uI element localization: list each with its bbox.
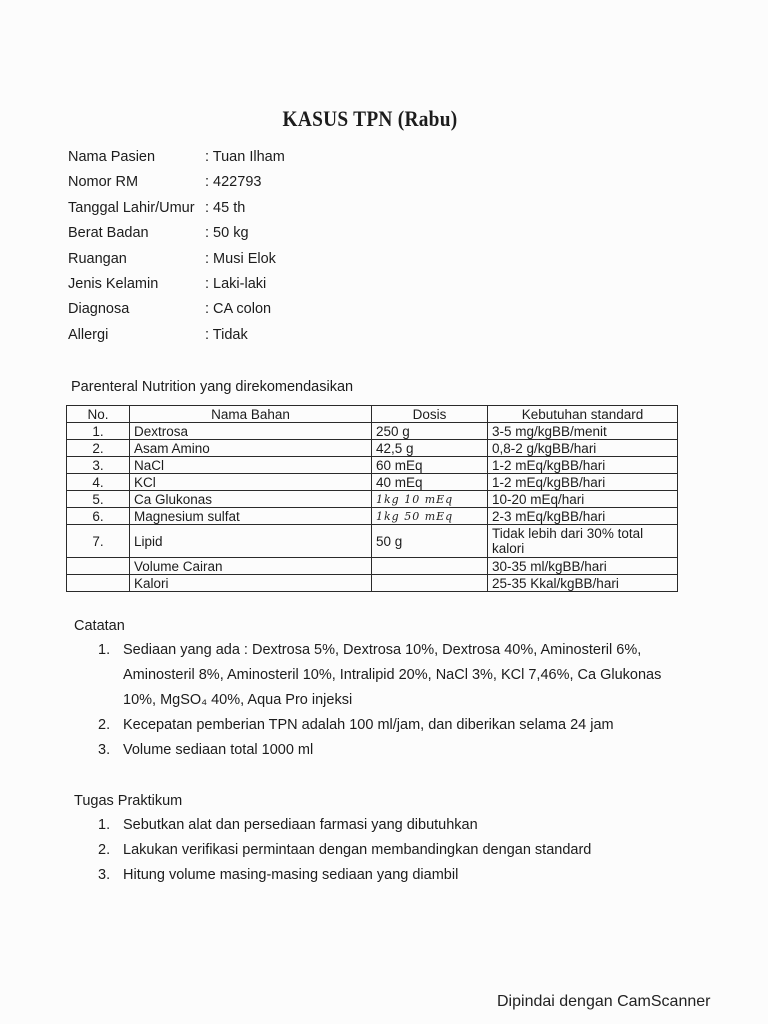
- table-row: [67, 491, 678, 508]
- table-row: [67, 575, 678, 592]
- patient-value: : Tidak: [205, 326, 248, 343]
- cell-nama: KCl: [130, 474, 372, 491]
- list-item: [98, 713, 678, 738]
- list-text: Volume sediaan total 1000 ml: [123, 742, 314, 758]
- cell-dosis: [372, 575, 488, 592]
- list-item: [98, 813, 678, 838]
- list-text: Hitung volume masing-masing sediaan yang diambil: [123, 867, 459, 883]
- table-row: [67, 558, 678, 575]
- cell-kebutuhan: 3-5 mg/kgBB/menit: [488, 423, 678, 440]
- patient-label: Diagnosa: [68, 301, 130, 318]
- tpn-table: [66, 405, 678, 592]
- cell-dosis: 250 g: [372, 423, 488, 440]
- list-text: Lakukan verifikasi permintaan dengan membandingkan dengan standard: [123, 842, 592, 858]
- cell-dosis: 42,5 g: [372, 440, 488, 457]
- cell-no: 6.: [67, 508, 130, 525]
- tugas-heading: Tugas Praktikum: [74, 793, 183, 809]
- patient-value: : 50 kg: [205, 225, 249, 242]
- list-item: [98, 863, 678, 888]
- list-number: 2.: [98, 842, 111, 858]
- cell-nama: Dextrosa: [130, 423, 372, 440]
- table-row: [67, 508, 678, 525]
- list-text: Sebutkan alat dan persediaan farmasi yang dibutuhkan: [123, 817, 478, 833]
- table-caption: Parenteral Nutrition yang direkomendasikan: [71, 379, 354, 395]
- cell-no: 1.: [67, 423, 130, 440]
- cell-no: 5.: [67, 491, 130, 508]
- catatan-list: [98, 638, 678, 763]
- cell-kebutuhan: 0,8-2 g/kgBB/hari: [488, 440, 678, 457]
- list-number: 3.: [98, 742, 111, 758]
- list-number: 1.: [98, 642, 111, 658]
- cell-dosis: [372, 558, 488, 575]
- table-row: [67, 423, 678, 440]
- cell-no: 2.: [67, 440, 130, 457]
- cell-no: [67, 575, 130, 592]
- patient-label: Nama Pasien: [68, 149, 156, 165]
- cell-dosis-handwritten: 1kg 50 mEq: [372, 508, 488, 525]
- header-kebutuhan: Kebutuhan standard: [488, 406, 678, 423]
- cell-nama: Asam Amino: [130, 440, 372, 457]
- header-no: No.: [67, 406, 130, 423]
- document-title: KASUS TPN (Rabu): [282, 106, 458, 131]
- patient-value: : CA colon: [205, 301, 272, 318]
- cell-no: 4.: [67, 474, 130, 491]
- list-item: [98, 638, 678, 713]
- cell-kebutuhan: 1-2 mEq/kgBB/hari: [488, 474, 678, 491]
- cell-no: 3.: [67, 457, 130, 474]
- header-dosis: Dosis: [372, 406, 488, 423]
- patient-value: : Tuan Ilham: [205, 149, 285, 165]
- cell-nama: Magnesium sulfat: [130, 508, 372, 525]
- cell-dosis: 50 g: [372, 525, 488, 558]
- patient-value: : Musi Elok: [205, 250, 276, 267]
- cell-kebutuhan: 25-35 Kkal/kgBB/hari: [488, 575, 678, 592]
- table-row: [67, 525, 678, 558]
- patient-value: : Laki-laki: [205, 275, 267, 292]
- list-text: Sediaan yang ada : Dextrosa 5%, Dextrosa 10%, Dextrosa 40%, Aminosteril 6%, Aminosteril 8%, Aminosteril 10%, Intralipid 20%, NaCl 3%, KCl 7,46%, Ca Glukonas 10%, MgSO₄ 40%, Aqua Pro injeksi: [123, 642, 662, 708]
- list-number: 2.: [98, 717, 111, 733]
- cell-dosis: 60 mEq: [372, 457, 488, 474]
- cell-no: 7.: [67, 525, 130, 558]
- patient-label: Allergi: [68, 326, 109, 343]
- table-header-row: [67, 406, 678, 423]
- cell-kebutuhan: Tidak lebih dari 30% total kalori: [488, 525, 678, 558]
- table-row: [67, 440, 678, 457]
- cell-no: [67, 558, 130, 575]
- list-item: [98, 738, 678, 763]
- cell-nama: Ca Glukonas: [130, 491, 372, 508]
- cell-kebutuhan: 30-35 ml/kgBB/hari: [488, 558, 678, 575]
- list-number: 1.: [98, 817, 111, 833]
- catatan-heading: Catatan: [74, 618, 125, 634]
- cell-kebutuhan: 10-20 mEq/hari: [488, 491, 678, 508]
- cell-nama: Volume Cairan: [130, 558, 372, 575]
- list-text: Kecepatan pemberian TPN adalah 100 ml/jam, dan diberikan selama 24 jam: [123, 717, 614, 733]
- cell-dosis: 40 mEq: [372, 474, 488, 491]
- cell-kebutuhan: 2-3 mEq/kgBB/hari: [488, 508, 678, 525]
- patient-label: Tanggal Lahir/Umur: [68, 199, 195, 216]
- cell-nama: Kalori: [130, 575, 372, 592]
- cell-kebutuhan: 1-2 mEq/kgBB/hari: [488, 457, 678, 474]
- patient-value: : 45 th: [205, 199, 246, 216]
- cell-nama: Lipid: [130, 525, 372, 558]
- patient-label: Ruangan: [68, 250, 127, 267]
- cell-nama: NaCl: [130, 457, 372, 474]
- tugas-list: [98, 813, 678, 888]
- patient-label: Berat Badan: [68, 225, 149, 242]
- header-nama-bahan: Nama Bahan: [130, 406, 372, 423]
- scanner-watermark: Dipindai dengan CamScanner: [497, 993, 711, 1010]
- list-number: 3.: [98, 867, 111, 883]
- patient-value: : 422793: [205, 174, 262, 191]
- patient-label: Nomor RM: [68, 174, 139, 191]
- table-row: [67, 474, 678, 491]
- list-item: [98, 838, 678, 863]
- table-row: [67, 457, 678, 474]
- cell-dosis-handwritten: 1kg 10 mEq: [372, 491, 488, 508]
- patient-label: Jenis Kelamin: [68, 275, 159, 292]
